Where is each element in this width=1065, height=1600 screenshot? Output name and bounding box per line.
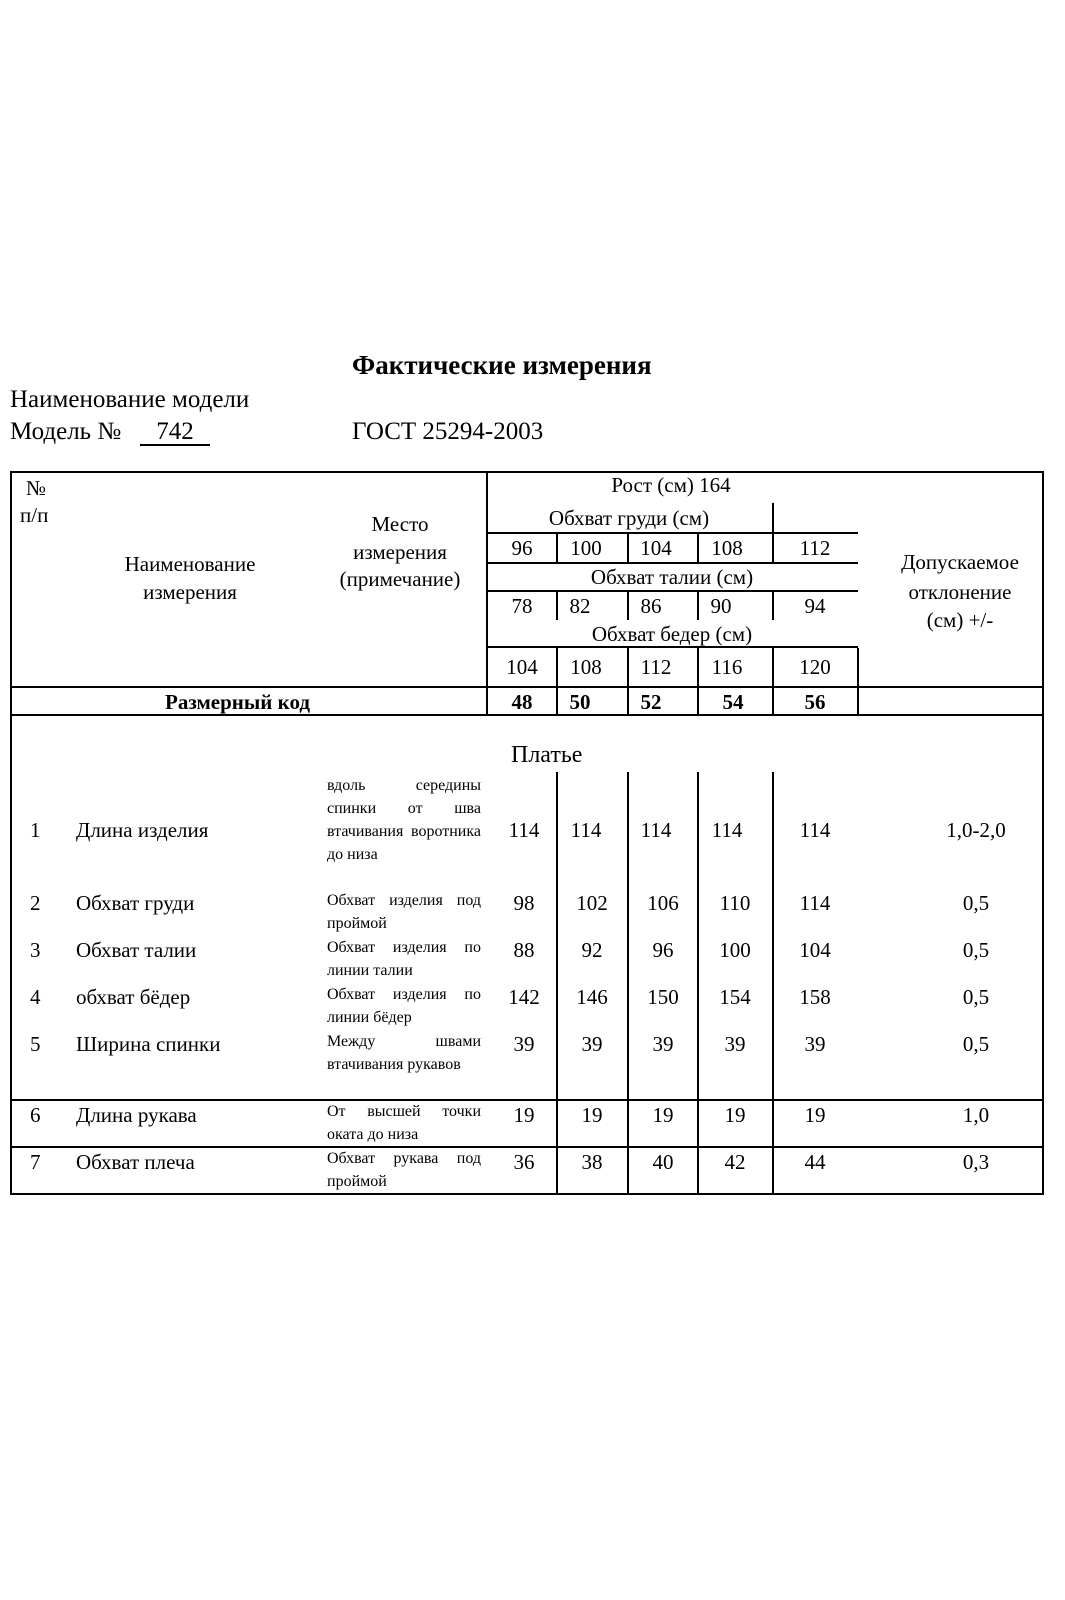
place-header-3: (примечание) xyxy=(339,567,461,591)
row-value: 98 xyxy=(513,891,535,915)
row-number: 4 xyxy=(30,985,41,1009)
hips-value: 120 xyxy=(799,655,831,679)
page-title: Фактические измерения xyxy=(352,350,652,380)
header-separator xyxy=(10,686,1044,688)
row-value: 106 xyxy=(647,891,679,915)
section-title: Платье xyxy=(511,742,583,768)
row-place: вдоль середины спинки от шва втачивания воротника до низа xyxy=(327,777,481,863)
row-value: 104 xyxy=(799,938,831,962)
chest-header: Обхват груди (см) xyxy=(548,506,710,530)
row-value: 44 xyxy=(804,1150,826,1174)
chest-value: 100 xyxy=(570,536,602,560)
tolerance-header-3: (см) +/- xyxy=(926,608,994,632)
hips-value: 116 xyxy=(711,655,743,679)
row-value: 19 xyxy=(652,1103,674,1127)
row-place: Обхват изделия по линии бёдер xyxy=(327,986,481,1026)
chest-value: 108 xyxy=(711,536,743,560)
row-value: 39 xyxy=(724,1032,746,1056)
row-number: 1 xyxy=(30,818,41,842)
row-place: Обхват рукава под проймой xyxy=(327,1150,481,1190)
row-value: 39 xyxy=(513,1032,535,1056)
waist-value: 78 xyxy=(511,594,533,618)
row-value: 36 xyxy=(513,1150,535,1174)
place-header-2: измерения xyxy=(353,540,447,564)
chest-label-underline xyxy=(486,532,858,534)
row-tolerance: 0,5 xyxy=(962,891,990,915)
row-number: 5 xyxy=(30,1032,41,1056)
row-name: Обхват плеча xyxy=(76,1150,195,1174)
height-header: Рост (см) 164 xyxy=(611,473,731,497)
row-tolerance: 1,0-2,0 xyxy=(946,818,1006,842)
row-tolerance: 0,5 xyxy=(962,985,990,1009)
row-number: 6 xyxy=(30,1103,41,1127)
row-value: 100 xyxy=(719,938,751,962)
row-separator-6 xyxy=(10,1099,1044,1101)
hips-header: Обхват бедер (см) xyxy=(591,622,753,646)
row-value: 19 xyxy=(581,1103,603,1127)
model-number-line xyxy=(10,418,210,446)
hips-value: 104 xyxy=(506,655,538,679)
row-tolerance: 0,5 xyxy=(962,938,990,962)
row-name: Обхват талии xyxy=(76,938,197,962)
hips-col-divider-4 xyxy=(772,648,774,716)
row-value: 39 xyxy=(652,1032,674,1056)
row-number: 2 xyxy=(30,891,41,915)
model-number-label: Модель № xyxy=(10,418,122,445)
row-number: 7 xyxy=(30,1150,41,1174)
row-name: Длина изделия xyxy=(76,818,209,842)
row-name: Ширина спинки xyxy=(76,1032,221,1056)
row-value: 146 xyxy=(576,985,608,1009)
row-value: 19 xyxy=(513,1103,535,1127)
model-number: 742 xyxy=(140,420,210,446)
body-col-divider-4 xyxy=(772,772,774,1195)
row-value: 142 xyxy=(508,985,540,1009)
hips-value: 112 xyxy=(640,655,672,679)
model-name-label: Наименование модели xyxy=(10,386,250,413)
waist-header: Обхват талии (см) xyxy=(590,565,754,589)
waist-value: 86 xyxy=(640,594,662,618)
hips-col-divider-5 xyxy=(857,648,859,716)
row-value: 114 xyxy=(799,818,831,842)
tolerance-header-1: Допускаемое xyxy=(901,550,1019,574)
row-number: 3 xyxy=(30,938,41,962)
row-value: 114 xyxy=(711,818,743,842)
row-place: Обхват изделия под проймой xyxy=(327,892,481,932)
name-header-1: Наименование xyxy=(124,552,256,576)
row-place: Обхват изделия по линии талии xyxy=(327,939,481,979)
size-code: 56 xyxy=(804,690,826,714)
row-value: 19 xyxy=(804,1103,826,1127)
chest-value: 104 xyxy=(640,536,672,560)
chest-values-underline xyxy=(486,562,858,564)
chest-value: 112 xyxy=(799,536,831,560)
name-header-2: измерения xyxy=(143,580,237,604)
row-place: От высшей точки оката до низа xyxy=(327,1103,481,1143)
waist-value: 94 xyxy=(804,594,826,618)
row-value: 38 xyxy=(581,1150,603,1174)
chest-value: 96 xyxy=(511,536,533,560)
row-place: Между швами втачивания рукавов xyxy=(327,1033,481,1073)
row-value: 114 xyxy=(570,818,602,842)
num-header-2: п/п xyxy=(20,503,49,527)
waist-col-divider-4 xyxy=(772,592,774,620)
chest-col-divider-4 xyxy=(772,534,774,562)
row-value: 154 xyxy=(719,985,751,1009)
row-tolerance: 1,0 xyxy=(962,1103,990,1127)
row-value: 158 xyxy=(799,985,831,1009)
row-tolerance: 0,5 xyxy=(962,1032,990,1056)
row-value: 88 xyxy=(513,938,535,962)
waist-value: 90 xyxy=(710,594,732,618)
size-code: 54 xyxy=(722,690,744,714)
row-name: обхват бёдер xyxy=(76,985,191,1009)
row-value: 96 xyxy=(652,938,674,962)
row-value: 39 xyxy=(804,1032,826,1056)
size-code: 48 xyxy=(511,690,533,714)
row-value: 40 xyxy=(652,1150,674,1174)
row-value: 102 xyxy=(576,891,608,915)
row-name: Длина рукава xyxy=(76,1103,197,1127)
chest-label-divider xyxy=(772,503,774,533)
standard-label: ГОСТ 25294-2003 xyxy=(352,418,544,445)
row-value: 39 xyxy=(581,1032,603,1056)
table-bottom-border xyxy=(10,1193,1044,1195)
place-header-1: Место xyxy=(371,512,429,536)
size-code: 50 xyxy=(569,690,591,714)
row-separator-7 xyxy=(10,1146,1044,1148)
row-value: 114 xyxy=(508,818,540,842)
row-value: 110 xyxy=(719,891,751,915)
table-left-border xyxy=(10,471,12,1195)
num-header-1: № xyxy=(26,476,47,500)
row-tolerance: 0,3 xyxy=(962,1150,990,1174)
size-code-label: Размерный код xyxy=(165,690,310,714)
hips-value: 108 xyxy=(570,655,602,679)
waist-value: 82 xyxy=(569,594,591,618)
size-code: 52 xyxy=(640,690,662,714)
row-name: Обхват груди xyxy=(76,891,195,915)
row-value: 42 xyxy=(724,1150,746,1174)
tolerance-header-2: отклонение xyxy=(908,580,1012,604)
waist-label-underline xyxy=(486,590,858,592)
row-value: 92 xyxy=(581,938,603,962)
row-value: 19 xyxy=(724,1103,746,1127)
row-value: 114 xyxy=(799,891,831,915)
row-value: 114 xyxy=(640,818,672,842)
row-value: 150 xyxy=(647,985,679,1009)
